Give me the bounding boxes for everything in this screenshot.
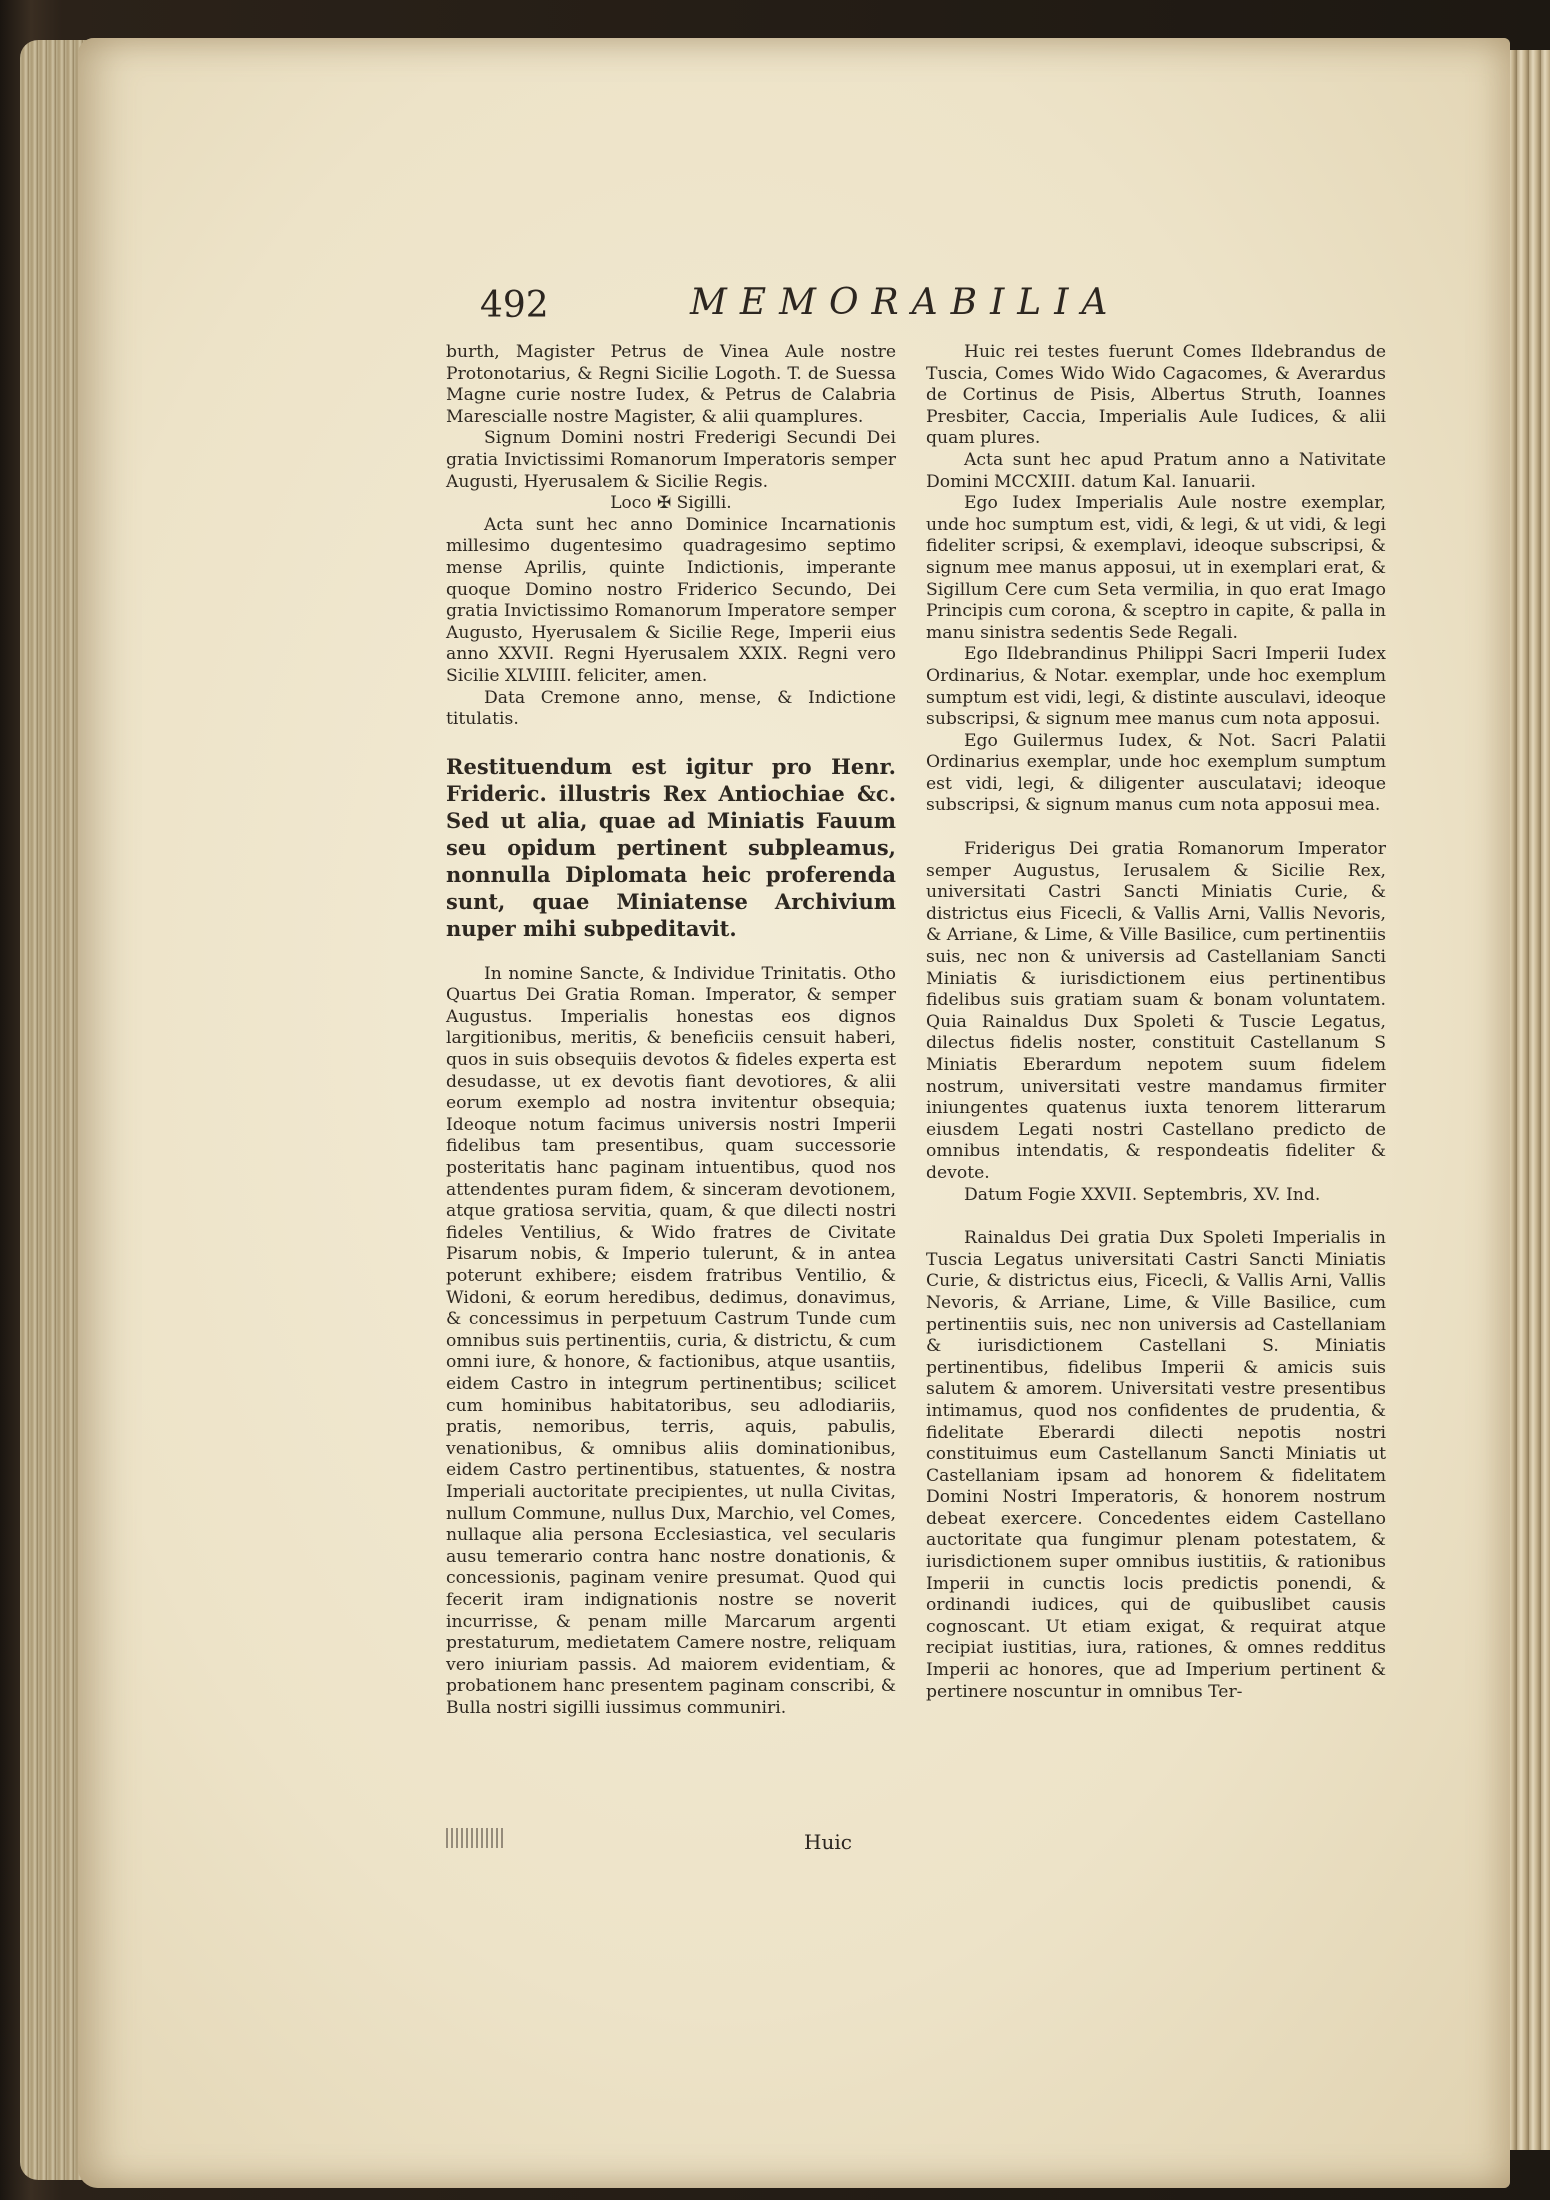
left-paragraph-seal-place: Loco ✠ Sigilli. — [610, 493, 732, 514]
right-paragraph-friderigus: Friderigus Dei gratia Romanorum Imperator semper Augustus, Ierusalem & Sicilie Rex, universitati Castri Sancti Miniatis Curie, & districtus eius Ficecli, & Vallis Arni, Vallis Nevoris, & Arriane, & Lime, & Ville Basilice, cum pertinentiis suis, nec non & universis ad Castellaniam Sancti Miniatis & iurisdictionem eius pertinentibus fidelibus suis gratiam suam & bonam voluntatem. Quia Rainaldus Dux Spoleti & Tuscie Legatus, dilectus fidelis noster, constituit Castellanum S Miniatis Eberardum nepotem suum fidelem nostrum, universitati vestre mandamus firmiter iniungentes quatenus iuxta tenorem litterarum eiusdem Legati nostri Castellano predicto de omnibus intendatis, & respondeatis fideliter & devote. — [926, 839, 1386, 1183]
right-paragraph-ego-ildebrandinus: Ego Ildebrandinus Philippi Sacri Imperii Iudex Ordinarius, & Notar. exemplar, unde hoc exemplum sumptum est vidi, legi, & distinte ausculavi, ideoque subscripsi, & signum mee manus cum nota apposui. — [926, 644, 1386, 730]
right-paragraph-ego-iudex: Ego Iudex Imperialis Aule nostre exemplar, unde hoc sumptum est, vidi, & legi, & ut vidi, & legi fideliter scripsi, & exemplavi, ideoque subscripsi, & signum mee manus apposui, ut in exemplari erat, & Sigillum Cere cum Seta vermilia, in quo erat Imago Principis cum corona, & sceptro in capite, & palla in manu sinistra sedentis Sede Regali. — [926, 493, 1386, 643]
right-column — [926, 342, 1386, 1703]
right-paragraph-datum-fogie: Datum Fogie XXVII. Septembris, XV. Ind. — [964, 1184, 1321, 1205]
spacer — [446, 731, 896, 753]
running-head: MEMORABILIA — [690, 282, 1121, 323]
page-number: 492 — [480, 285, 549, 326]
right-paragraph-acta: Acta sunt hec apud Pratum anno a Nativitate Domini MCCXIII. datum Kal. Ianuarii. — [926, 449, 1386, 492]
spacer — [446, 942, 896, 964]
spacer — [926, 817, 1386, 839]
left-paragraph-otho-diploma: In nomine Sancte, & Individue Trinitatis. Otho Quartus Dei Gratia Roman. Imperator, & semper Augustus. Imperialis honestas eos dignos largitionibus, meritis, & beneficiis censuit haberi, quos in suis obsequiis devotos & fideles experta est desudasse, ut ex devotis fiant devotiores, & alii eorum exemplo ad nostra invitentur obsequia; Ideoque notum facimus universis nostri Imperii fidelibus tam presentibus, quam successorie posteritatis hanc paginam intuentibus, quod nos attendentes puram fidem, & sinceram devotionem, atque gratiosa servitia, quam, & que dilecti nostri fideles Ventilius, & Wido fratres de Civitate Pisarum nobis, & Imperio tulerunt, & in antea poterunt exhibere; eisdem fratribus Ventilio, & Widoni, & eorum heredibus, dedimus, donavimus, & concessimus in perpetuum Castrum Tunde cum omnibus suis pertinentiis, curia, & districtu, & cum omni iure, & honore, & factionibus, atque usantiis, eidem Castro in integrum pertinentibus; scilicet cum hominibus habitatoribus, seu adlodiariis, pratis, nemoribus, terris, aquis, pabulis, venationibus, & omnibus aliis dominationibus, eidem Castro pertinentibus, statuentes, & nostra Imperiali auctoritate precipientes, ut nulla Civitas, nullum Commune, nullus Dux, Marchio, vel Comes, nullaque alia persona Ecclesiastica, vel secularis ausu temerario contra hanc nostre donationis, & concessionis, paginam venire presumat. Quod qui fecerit iram indignationis nostre se noverit incurrisse, & penam mille Marcarum argenti prestaturum, medietatem Camere nostre, reliquam vero iniuriam passis. Ad maiorem evidentiam, & probationem hanc presentem paginam conscribi, & Bulla nostri sigilli iussimus communiri. — [446, 963, 896, 1718]
left-paragraph-data: Data Cremone anno, mense, & Indictione titulatis. — [446, 687, 896, 730]
right-paragraph-rainaldus: Rainaldus Dei gratia Dux Spoleti Imperialis in Tuscia Legatus universitati Castri Sancti Miniatis Curie, & districtus eius, Ficecli, & Vallis Arni, Vallis Nevoris, & Arriane, Lime, & Ville Basilice, cum pertinentiis suis, nec non universis ad Castellaniam & iurisdictionem Castellani S. Miniatis pertinentibus, fidelibus Imperii & amicis suis salutem & amorem. Universitati vestre presentibus intimamus, quod nos confidentes de prudentia, & fidelitate Eberardi dilecti nepotis nostri constituimus eum Castellanum Sancti Miniatis ut Castellaniam ipsam ad honorem & fidelitatem Domini Nostri Imperatoris, & honorem nostrum debeat exercere. Concedentes eidem Castellano auctoritate qua fungimur plenam potestatem, & iurisdictionem super omnibus iustitiis, & rationibus Imperii in cunctis locis predictis ponendi, & ordinandi iudices, qui de quibuslibet causis cognoscant. Ut etiam exigat, & requirat atque recipiat iustitias, iura, rationes, & omnes redditus Imperii ac honores, que ad Imperium pertinent & pertinere noscuntur in omnibus Ter- — [926, 1228, 1386, 1702]
left-column — [446, 342, 896, 1719]
left-paragraph-commentary: Restituendum est igitur pro Henr. Frideric. illustris Rex Antiochiae &c. Sed ut alia, quae ad Miniatis Fauum seu opidum pertinent subpleamus, nonnulla Diplomata heic proferenda sunt, quae Miniatense Archivium nuper mihi subpeditavit. — [446, 753, 896, 941]
right-paragraph-ego-guilermus: Ego Guilermus Iudex, & Not. Sacri Palatii Ordinarius exemplar, unde hoc exemplum sumptum est vidi, legi, & diligenter ausculatavi; ideoque subscripsi, & signum manus cum nota apposui mea. — [926, 730, 1386, 816]
book-page-edges-right — [1505, 50, 1550, 2150]
spacer — [926, 1206, 1386, 1228]
catchword: Huic — [804, 1830, 852, 1854]
left-paragraph-acta: Acta sunt hec anno Dominice Incarnationis millesimo dugentesimo quadragesimo septimo mense Aprilis, quinte Indictionis, imperante quoque Domino nostro Friderico Secundo, Dei gratia Invictissimo Romanorum Imperatore semper Augusto, Hyerusalem & Sicilie Rege, Imperii eius anno XXVII. Regni Hyerusalem XXIX. Regni vero Sicilie XLVIIII. feliciter, amen. — [446, 514, 896, 686]
decorative-ornament — [446, 1828, 506, 1848]
left-paragraph-witnesses: burth, Magister Petrus de Vinea Aule nostre Protonotarius, & Regni Sicilie Logoth. T. de Suessa Magne curie nostre Iudex, & Petrus de Calabria Marescialle nostre Magister, & alii quamplures. — [446, 342, 896, 427]
right-paragraph-testes: Huic rei testes fuerunt Comes Ildebrandus de Tuscia, Comes Wido Wido Cagacomes, & Averardus de Cortinus de Pisis, Albertus Struth, Ioannes Presbiter, Caccia, Imperialis Aule Iudices, & alii quam plures. — [926, 342, 1386, 449]
left-paragraph-signum: Signum Domini nostri Frederigi Secundi Dei gratia Invictissimi Romanorum Imperatoris semper Augusti, Hyerusalem & Sicilie Regis. — [446, 428, 896, 492]
